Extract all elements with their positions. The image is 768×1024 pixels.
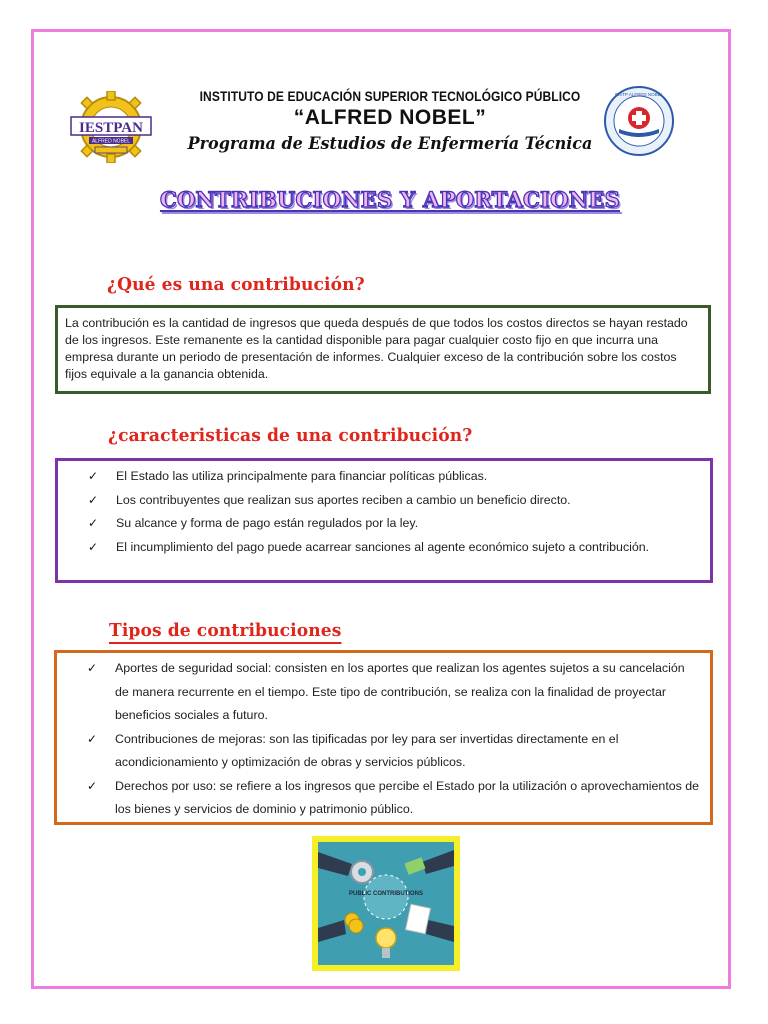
list-item: ✓ El incumplimiento del pago puede acarrear sanciones al agente económico sujeto a contribución. xyxy=(68,536,700,560)
check-icon: ✓ xyxy=(87,778,98,793)
check-icon: ✓ xyxy=(88,492,99,507)
definition-text: La contribución es la cantidad de ingresos que queda después de que todos los costos directos se hayan restado de los ingresos. Este remanente es la cantidad disponible para pagar cualquier costo fijo en que incurra una empresa durante un periodo de presentación de informes. Cualquier exceso de la contribución sobre los costos fijos equivale a la ganancia obtenida. xyxy=(65,316,688,381)
logo-left-text: IESTPAN xyxy=(79,120,143,136)
program-name: Programa de Estudios de Enfermería Técnica xyxy=(187,134,593,154)
characteristics-box xyxy=(55,458,713,583)
logo-left-subtext: ALFRED NOBEL xyxy=(91,138,131,145)
list-item: ✓ El Estado las utiliza principalmente para financiar políticas públicas. xyxy=(68,465,700,489)
check-icon: ✓ xyxy=(88,539,99,554)
institute-title: “ALFRED NOBEL” xyxy=(293,106,487,129)
medical-cross-icon xyxy=(628,107,650,129)
characteristics-list xyxy=(68,465,700,559)
institute-name: INSTITUTO DE EDUCACIÓN SUPERIOR TECNOLÓGICO PÚBLICO xyxy=(199,88,581,104)
section-heading-characteristics: ¿caracteristicas de una contribución? xyxy=(108,425,473,446)
list-item: ✓ Aportes de seguridad social: consisten en los aportes que realizan los agentes sujetos a su cancelación de manera recurrente en el tiempo. Este tipo de contribución, se realiza con la finalidad de proyectar beneficios sociales a futuro. xyxy=(67,657,700,728)
list-item: ✓ Contribuciones de mejoras: son las tipificadas por ley para ser invertidas directamente en el acondicionamiento y optimización de obras y servicios públicos. xyxy=(67,728,700,775)
public-contributions-illustration xyxy=(312,836,460,971)
section-heading-types: Tipos de contribuciones xyxy=(109,620,342,641)
logo-right-text: IESTP ALFRED NOBEL xyxy=(614,92,664,97)
page-title: CONTRIBUCIONES Y APORTACIONES xyxy=(159,187,621,212)
check-icon: ✓ xyxy=(87,661,98,675)
iestpan-logo xyxy=(69,91,153,163)
types-list xyxy=(67,657,700,822)
types-box xyxy=(54,650,713,825)
check-icon: ✓ xyxy=(88,469,99,483)
list-item: ✓ Los contribuyentes que realizan sus aportes reciben a cambio un beneficio directo. xyxy=(68,489,700,513)
check-icon: ✓ xyxy=(88,516,99,530)
list-item: ✓ Derechos por uso: se refiere a los ingresos que percibe el Estado por la utilización o aprovechamientos de los bienes y servicios de dominio y patrimonio público. xyxy=(67,775,700,822)
list-item: ✓ Su alcance y forma de pago están regulados por la ley. xyxy=(68,512,700,536)
check-icon: ✓ xyxy=(87,731,98,746)
definition-box xyxy=(55,305,711,394)
illustration-caption: PUBLIC CONTRIBUTIONS xyxy=(349,891,423,897)
section-heading-what-is: ¿Qué es una contribución? xyxy=(107,274,365,295)
